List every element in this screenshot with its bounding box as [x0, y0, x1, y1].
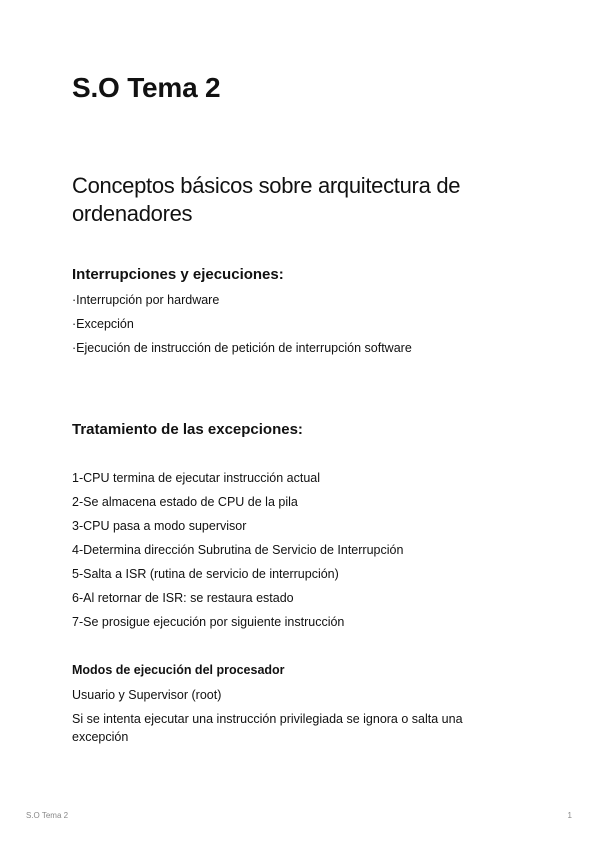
interrupcion-item: ·Excepción [72, 317, 134, 331]
tratamiento-step: 1-CPU termina de ejecutar instrucción actual [72, 471, 321, 485]
tratamiento-step: 2-Se almacena estado de CPU de la pila [72, 495, 298, 509]
interrupcion-item: ·Ejecución de instrucción de petición de interrupción software [72, 341, 412, 355]
page-number: 1 [567, 811, 572, 820]
page-title: S.O Tema 2 [72, 72, 221, 103]
tratamiento-step: 7-Se prosigue ejecución por siguiente instrucción [72, 615, 345, 629]
tratamiento-step: 5-Salta a ISR (rutina de servicio de interrupción) [72, 567, 339, 581]
modos-line: Si se intenta ejecutar una instrucción privilegiada se ignora o salta una excepción [72, 712, 463, 744]
modos-heading: Modos de ejecución del procesador [72, 663, 285, 677]
tratamiento-step: 4-Determina dirección Subrutina de Servicio de Interrupción [72, 543, 404, 557]
tratamiento-step: 6-Al retornar de ISR: se restaura estado [72, 591, 294, 605]
tratamiento-step: 3-CPU pasa a modo supervisor [72, 519, 247, 533]
footer-title: S.O Tema 2 [26, 811, 69, 820]
tratamiento-heading: Tratamiento de las excepciones: [72, 421, 303, 438]
interrupcion-item: ·Interrupción por hardware [72, 293, 220, 307]
section-heading: Conceptos básicos sobre arquitectura de ordenadores [72, 173, 461, 226]
interrupciones-heading: Interrupciones y ejecuciones: [72, 266, 284, 283]
modos-line: Usuario y Supervisor (root) [72, 688, 222, 702]
